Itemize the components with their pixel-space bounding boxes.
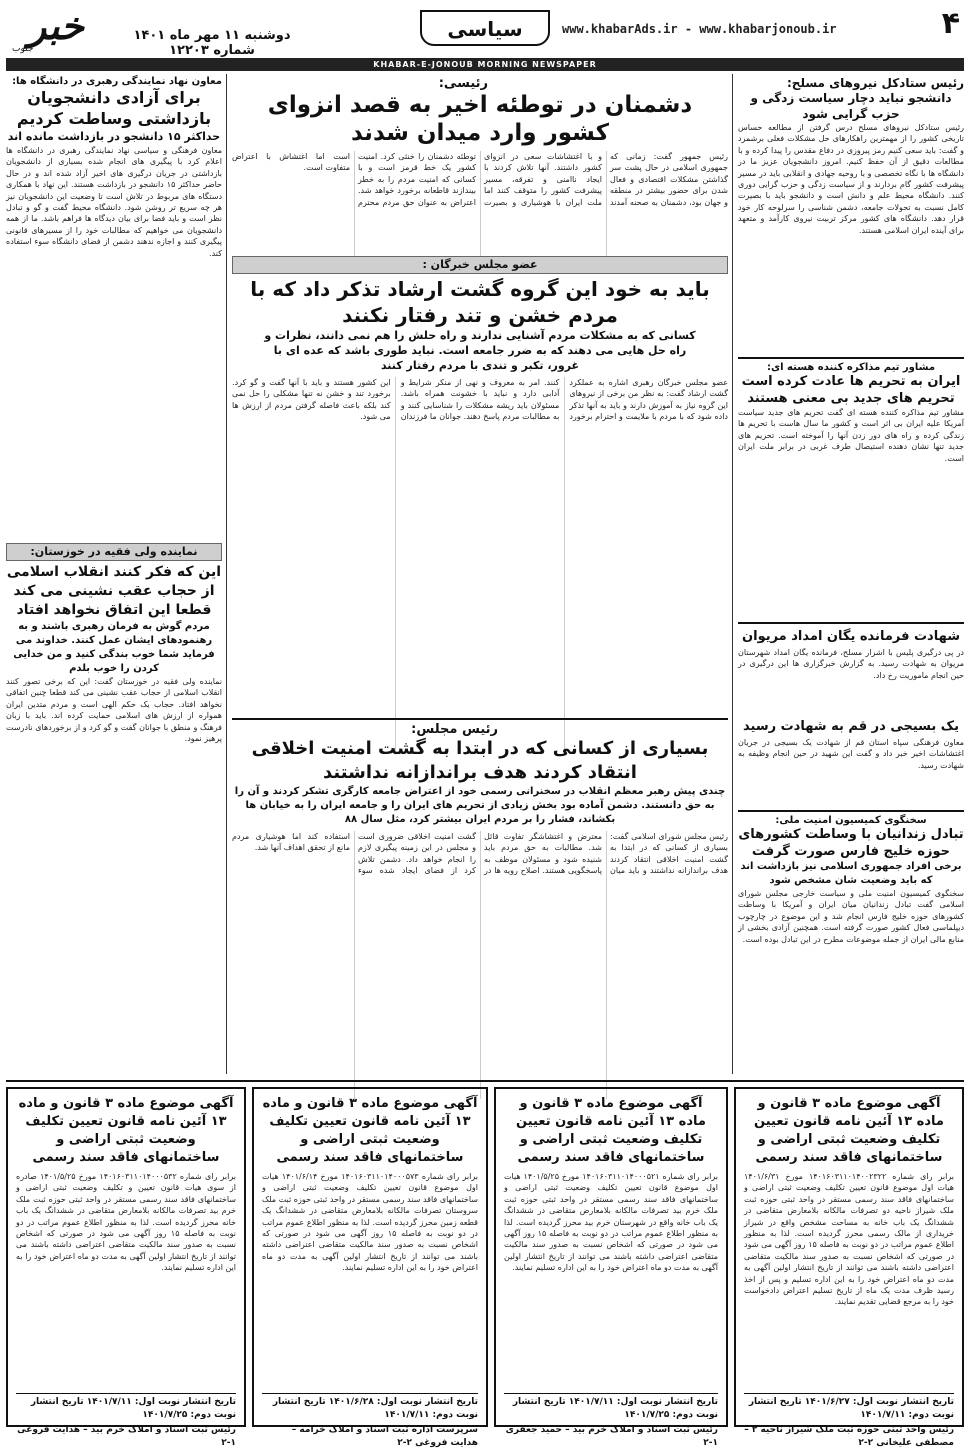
ad-body: برابر رای شماره ۱۴۰۱۶۰۳۱۱۰۱۴۰۰۲۳۲۲ مورخ ۱۴۰۱/۶/۳۱ هیات اول موضوع قانون تعیین تکلیف وضعیت ثبتی اراضی و ساختمانهای فاقد سند رسمی مستقر در واحد ثبتی حوزه ثبت ملک شیراز ناحیه دو تصرفات مالکانه بلامعارض متقاضی در ششدانگ یک باب خانه به مساحت مشخص واقع در شیراز خریداری از مالک رسمی محرز گردیده است. لذا به منظور اطلاع عموم مراتب در دو نوبت به فاصله ۱۵ روز آگهی می شود در صورتی که اشخاص نسبت به صدور سند مالکیت متقاضی اعتراضی داشته باشند می توانند از تاریخ انتشار اولین آگهی به مدت دو ماه اعتراض خود را به این اداره تسلیم و پس از اخذ رسید ظرف مدت یک ماه از تاریخ تسلیم اعتراض دادخواست خود را به مرجع قضایی تقدیم نمایند. (744, 1172, 954, 1307)
page-number: ۴ (941, 6, 960, 41)
legal-ad (252, 1087, 488, 1448)
ad-dates: تاریخ انتشار نوبت اول: ۱۴۰۱/۶/۲۸ تاریخ انتشار نوبت دوم: ۱۴۰۱/۷/۱۱ (262, 1393, 478, 1422)
ad-title: آگهی موضوع ماده ۳ قانون و ماده ۱۳ آئین نامه قانون تعیین تکلیف وضعیت ثبتی اراضی و ساختمانهای فاقد سند رسمی (18, 1096, 234, 1165)
left-column (6, 76, 222, 1076)
article-headline: شهادت فرمانده یگان امداد مریوان (742, 629, 960, 644)
article-headline: دانشجو نباید دچار سیاست زدگی و حزب گرایی شود (750, 91, 952, 121)
logo-sub: جنوب (12, 44, 34, 54)
kicker: رئیس مجلس: (411, 722, 498, 737)
header-urls[interactable]: www.khabarAds.ir - www.khabarjonoub.ir (562, 22, 837, 36)
article-headline: ایران به تحریم ها عادت کرده است تحریم های جدید بی معنی هستند (741, 374, 961, 406)
section-title: سیاسی (420, 10, 550, 46)
divider (738, 357, 964, 359)
column-divider (226, 74, 227, 1074)
legal-ad (734, 1087, 964, 1448)
article-lead: چندی پیش رهبر معظم انقلاب در سخنرانی رسمی خود از اعتراض جامعه کارگری تشکر کردند و آن را به حق دانستند. دشمن آماده بود بخش زیادی از تحریم های ایران را و جامعه ایران را به خیابان ها بکشاند، فشار را بر مردم ایران بیشتر کرد، مثل سال ۸۸ (234, 786, 726, 825)
kicker: مشاور تیم مذاکره کننده هسته ای: (766, 362, 936, 373)
legal-ad (494, 1087, 728, 1448)
article-lead: حداکثر ۱۵ دانشجو در بازداشت مانده اند (7, 130, 221, 143)
ad-dates: تاریخ انتشار نوبت اول: ۱۴۰۱/۶/۲۷ تاریخ انتشار نوبت دوم: ۱۴۰۱/۷/۱۱ (744, 1393, 954, 1422)
ad-dates: تاریخ انتشار نوبت اول: ۱۴۰۱/۷/۱۱ تاریخ انتشار نوبت دوم: ۱۴۰۱/۷/۲۵ (16, 1393, 236, 1422)
article-lead: مردم گوش به فرمان رهبری باشند و به رهنمودهای ایشان عمل کنند. خداوند می فرماید شما خوب بندگی کنید و من خدایی کردن را خوب بلدم (13, 621, 215, 674)
newspaper-logo (6, 4, 106, 56)
ad-title: آگهی موضوع ماده ۳ قانون و ماده ۱۳ آئین نامه قانون تعیین تکلیف وضعیت ثبتی اراضی و ساختمانهای فاقد سند رسمی (262, 1096, 478, 1165)
section-banner (6, 543, 222, 561)
ad-signature: سرپرست اداره ثبت اسناد و املاک خرامه – هدایت فروغی ۲-۲ (291, 1425, 478, 1448)
article-body: مشاور تیم مذاکره کننده هسته ای گفت تحریم های جدید سیاست آمریکا علیه ایران بی اثر است و کشور ما سال هاست با تحریم ها زندگی کرده و راه های دور زدن آنها را آموخته است. تحریم های جدید تنها نشان دهنده استیصال طرف غربی در برابر ملت ایران است. (738, 408, 964, 463)
article-headline: این که فکر کنند انقلاب اسلامی از حجاب عقب نشینی می کند قطعا این اتفاق نخواهد افتاد (6, 564, 222, 618)
article-headline: تبادل زندانیان با وساطت کشورهای حوزه خلیج فارس صورت گرفت (738, 827, 964, 859)
kicker: رئیسی: (438, 76, 488, 91)
ad-signature: رئیس ثبت اسناد و املاک خرم بید – هدایت فروغی ۱-۲ (17, 1425, 236, 1448)
article-lead: برخی افراد جمهوری اسلامی نیز بازداشت اند که باید وضعیت شان مشخص شود (740, 861, 962, 886)
article-headline: برای آزادی دانشجویان بازداشتی وساطت کردیم (16, 88, 212, 128)
banner-label: نماینده ولی فقیه در خوزستان: (30, 545, 198, 558)
article-headline: یک بسیجی در قم به شهادت رسید (743, 719, 959, 734)
ad-dates: تاریخ انتشار نوبت اول: ۱۴۰۱/۷/۱۱ تاریخ انتشار نوبت دوم: ۱۴۰۱/۷/۲۵ (504, 1393, 718, 1422)
issue-date: دوشنبه ۱۱ مهر ماه ۱۴۰۱ شماره ۱۲۲۰۳ (133, 28, 291, 58)
article-headline: باید به خود این گروه گشت ارشاد تذکر داد که با مردم خشن و تند رفتار نکنند (250, 277, 710, 327)
article-headline: دشمنان در توطئه اخیر به قصد انزوای کشور وارد میدان شدند (267, 92, 693, 146)
ad-signature: رئیس ثبت اسناد و املاک خرم بید – حمید جعفری ۱-۲ (505, 1425, 718, 1448)
column-divider (732, 74, 733, 1074)
article-headline: بسیاری از کسانی که در ابتدا به گشت امنیت اخلاقی انتقاد کردند هدف براندازانه نداشتند (251, 738, 709, 783)
kicker: سخنگوی کمیسیون امنیت ملی: (775, 815, 927, 826)
ad-title: آگهی موضوع ماده ۳ قانون و ماده ۱۳ آئین نامه قانون تعیین تکلیف وضعیت ثبتی اراضی و ساختمانهای فاقد سند رسمی (754, 1096, 944, 1165)
article-body: در پی درگیری پلیس با اشرار مسلح، فرمانده یگان امداد شهرستان مریوان به شهادت رسید. به گزارش خبرگزاری ها این درگیری در حین انجام ماموریت رخ داد. (738, 648, 964, 680)
center-article-2 (232, 276, 728, 716)
banner-label: عضو مجلس خبرگان : (422, 258, 538, 271)
section-banner (232, 256, 728, 274)
article-body: معاون فرهنگی سپاه استان قم از شهادت یک بسیجی در جریان اغتشاشات اخیر خبر داد و گفت این شهید در حین انجام وظیفه به شهادت رسید. (738, 738, 964, 770)
divider (6, 1080, 964, 1082)
article-body: نماینده ولی فقیه در خوزستان گفت: این که برخی تصور کنند انقلاب اسلامی از حجاب عقب نشینی می کند قطعا چنین اتفاقی نخواهد افتاد. حجاب یک حکم الهی است و مردم متدین ایران همواره از ارزش های اسلامی حمایت کرده اند. باید با زبان فرهنگ و منطق با جوانان گفت و گو کرد و از برخوردهای نادرست پرهیز نمود. (6, 677, 222, 744)
divider (738, 810, 964, 812)
center-article-1 (232, 76, 728, 251)
article-lead: کسانی که به مشکلات مردم آشنایی ندارند و راه حلش را هم نمی دانند، نظرات و راه حل هایی می دهند که به ضرر جامعه است. نباید طوری باشد که عده ای با غرور، تکبر و تندی با مردم رفتار کنند (264, 329, 696, 372)
ad-body: برابر رای شماره ۱۴۰۱۶۰۳۱۱۰۱۴۰۰۰۵۳۲ مورخ ۱۴۰۱/۵/۲۵ صادره از سوی هیات قانون تعیین و تکلیف وضعیت ثبتی اراضی و ساختمانهای فاقد سند رسمی مستقر در واحد ثبتی حوزه ثبت ملک خرم بید تصرفات مالکانه بلامعارض متقاضی در ششدانگ یک باب خانه محرز گردیده است. لذا به منظور اطلاع عموم مراتب در دو نوبت به فاصله ۱۵ روز آگهی می شود در صورتی که اشخاص نسبت به صدور سند مالکیت متقاضی اعتراضی داشته باشند می توانند از تاریخ انتشار اولین آگهی به مدت دو ماه اعتراض خود را به این اداره تسلیم نمایند. (16, 1172, 237, 1273)
article-body: رئیس جمهور گفت: زمانی که جمهوری اسلامی در حال پشت سر گذاشتن مشکلات اقتصادی و فعال شدن برای حضور بیشتر در منطقه و جهان بود، دشمنان به صحنه آمدند و با اغتشاشات سعی در انزوای کشور داشتند. آنها تلاش کردند با ایجاد ناامنی و تفرقه، مسیر پیشرفت کشور را متوقف کنند اما ملت ایران با هوشیاری و بصیرت توطئه دشمنان را خنثی کرد. امنیت کشور یک خط قرمز است و با کسانی که امنیت مردم را به خطر بیندازند قاطعانه برخورد خواهد شد. اعتراض به عنوان حق مردم محترم است اما اغتشاش با اعتراض متفاوت است. (232, 152, 728, 207)
article-body: معاون فرهنگی و سیاسی نهاد نمایندگی رهبری در دانشگاه ها اعلام کرد با پیگیری های انجام شده بسیاری از دانشجویان بازداشتی در جریان درگیری های اخیر آزاد شده اند و در حال حاضر حداکثر ۱۵ دانشجو در بازداشت هستند. این نهاد با همکاری دستگاه های مربوط در تلاش است تا وضعیت این دانشجویان نیز هر چه سریع تر روشن شود. دانشگاه محیط گفت و گو و تبادل نظر است و باید فضا برای بیان دیدگاه ها فراهم باشد. ما از همه دانشجویان می خواهیم که مطالبات خود را از مسیرهای قانونی پیگیری کنند و اجازه ندهند دشمن از فضای دانشگاه سوء استفاده کند. (6, 146, 222, 258)
right-column (738, 76, 964, 1076)
kicker: رئیس ستادکل نیروهای مسلح: (787, 76, 964, 90)
ad-title: آگهی موضوع ماده ۳ قانون و ماده ۱۳ آئین نامه قانون تعیین تکلیف وضعیت ثبتی اراضی و ساختمانهای فاقد سند رسمی (516, 1096, 706, 1165)
center-article-3 (232, 718, 728, 1078)
article-body: سخنگوی کمیسیون امنیت ملی و سیاست خارجی مجلس شورای اسلامی گفت تبادل زندانیان میان ایران و آمریکا با وساطت کشورهای حوزه خلیج فارس انجام شد و این موضوع در چارچوب دیپلماسی فعال کشور صورت گرفته است. همچنین آزادی بخشی از منابع مالی ایران از جمله موضوعات مطرح در این تبادل بوده است. (738, 889, 964, 944)
ad-signature: رئیس واحد ثبتی حوزه ثبت ملک شیراز ناحیه ۲ – مصطفی علیخانی ۲-۲ (744, 1425, 954, 1448)
divider (738, 622, 964, 624)
logo-word: خبر (28, 3, 84, 48)
legal-ad (6, 1087, 246, 1448)
article-body: رئیس مجلس شورای اسلامی گفت: بسیاری از کسانی که در ابتدا به گشت امنیت اخلاقی انتقاد کردند هدف براندازانه نداشتند و باید میان معترض و اغتشاشگر تفاوت قائل شد. مطالبات به حق مردم باید شنیده شود و مسئولان موظف به پاسخگویی هستند. اصلاح رویه ها در گشت امنیت اخلاقی ضروری است و مجلس در این زمینه پیگیری لازم را انجام خواهد داد. دشمن تلاش کرد از فضای ایجاد شده سوء استفاده کند اما هوشیاری مردم مانع از تحقق اهداف آنها شد. (232, 832, 728, 876)
article-body: عضو مجلس خبرگان رهبری اشاره به عملکرد گشت ارشاد گفت: به نظر من برخی از نیروهای این گروه نیاز به آموزش دارند و باید به آنها تذکر داده شود که با مردم با ملایمت و احترام برخورد کنند. امر به معروف و نهی از منکر شرایط و آدابی دارد و نباید با خشونت همراه باشد. مسئولان باید ریشه مشکلات را شناسایی کنند و به مطالبات مردم پاسخ دهند. جوانان ما فرزندان این کشور هستند و باید با آنها گفت و گو کرد. برخورد تند و خشن نه تنها مشکلی را حل نمی کند بلکه باعث فاصله گرفتن مردم از ارزش ها می شود. (232, 378, 728, 422)
kicker: معاون نهاد نمایندگی رهبری در دانشگاه ها: (12, 76, 222, 87)
ad-body: برابر رای شماره ۱۴۰۱۶۰۳۱۱۰۱۴۰۰۰۵۲۱ مورخ ۱۴۰۱/۵/۲۵ هیات اول موضوع قانون تعیین تکلیف وضعیت ثبتی اراضی و ساختمانهای فاقد سند رسمی مستقر در واحد ثبتی حوزه ثبت ملک خرم بید تصرفات مالکانه بلامعارض متقاضی در ششدانگ یک باب خانه واقع در شهرستان خرم بید محرز گردیده است. لذا به منظور اطلاع عموم مراتب در دو نوبت به فاصله ۱۵ روز آگهی می شود در صورتی که اشخاص نسبت به صدور سند مالکیت متقاضی اعتراضی داشته باشند می توانند از تاریخ انتشار اولین آگهی به مدت دو ماه اعتراض خود را به این اداره تسلیم نمایند. (504, 1172, 718, 1273)
subtitle-bar: KHABAR-E-JONOUB MORNING NEWSPAPER (6, 58, 964, 71)
article-body: رئیس ستادکل نیروهای مسلح درس گرفتن از مطالعه حساس تاریخی کشور را از مهمترین راهکارهای حل مشکلات فعلی برشمرد و گفت: باید سعی کنیم رمز پیروزی در دفاع مقدس را پیدا کرده و با مطالعات دقیق از آن حفظ کنیم. امروز دانشجویان عزیز ما در دانشگاه ها با نگاه تخصصی و با روحیه جهادی و انقلابی باید در مسیر پیشرفت کشور گام بردارند و از سیاست زدگی و حزب گرایی دوری کنند. دانشگاه محیط علم و دانش است و دانشجو باید با بصیرت کامل نسبت به تحولات جامعه، دشمن شناسی را سرلوحه کار خود قرار دهد. دانشگاه های کشور مرکز تربیت نیروی کارآمد و متعهد برای آینده ایران اسلامی هستند. (738, 123, 964, 235)
ad-body: برابر رای شماره ۱۴۰۱۶۰۳۱۱۰۱۴۰۰۰۵۷۳ مورخ ۱۴۰۱/۶/۱۴ هیات اول موضوع قانون تعیین تکلیف وضعیت ثبتی اراضی و ساختمانهای فاقد سند رسمی مستقر در واحد ثبتی حوزه ثبت ملک سروستان تصرفات مالکانه بلامعارض متقاضی در ششدانگ یک قطعه زمین محرز گردیده است. لذا به منظور اطلاع عموم مراتب در دو نوبت به فاصله ۱۵ روز آگهی می شود در صورتی که اشخاص نسبت به صدور سند مالکیت متقاضی اعتراضی داشته باشند می توانند از تاریخ انتشار اولین آگهی به مدت دو ماه اعتراض خود را به این اداره تسلیم نمایند. (262, 1172, 478, 1273)
